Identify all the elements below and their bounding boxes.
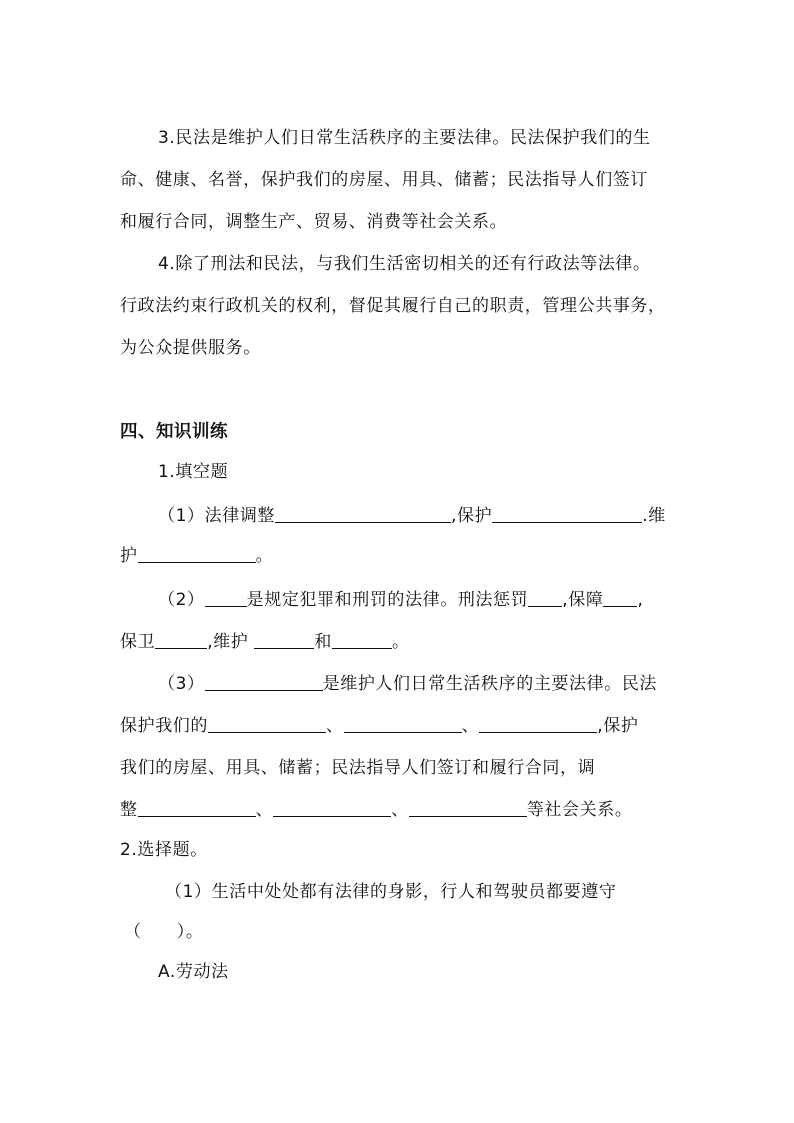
blank[interactable]	[332, 630, 392, 649]
choice-q1-line-1: （1）生活中处处都有法律的身影，行人和驾驶员都要遵守	[165, 882, 617, 902]
fill-q2-text-e: 保卫	[120, 632, 156, 652]
fill-q3-text-e: 、	[461, 716, 480, 736]
paragraph-4-line-1: 4.除了刑法和民法，与我们生活密切相关的还有行政法等法律。	[158, 254, 651, 274]
fill-q1-line-1	[158, 504, 666, 528]
fill-q2-line-2	[120, 630, 410, 654]
fill-q3-text-d: 、	[326, 716, 344, 736]
fill-q1-text-a: （1）法律调整	[158, 506, 276, 526]
fill-q1-text-e: 。	[255, 546, 274, 566]
blank[interactable]	[155, 630, 207, 649]
fill-q3-text-a: （3）	[158, 674, 205, 694]
fill-q3-text-f: ,保护	[597, 716, 639, 736]
fill-q3-line-2	[120, 714, 638, 738]
fill-q2-text-h: 。	[392, 632, 410, 652]
paragraph-3-line-2: 命、健康、名誉，保护我们的房屋、用具、储蓄；民法指导人们签订	[120, 170, 648, 190]
fill-q3-line-1	[158, 672, 657, 696]
fill-q2-text-d: ,	[637, 590, 644, 610]
choice-title: 2.选择题。	[120, 840, 208, 860]
choice-q1-line-2: （ ）。	[124, 922, 204, 942]
blank[interactable]	[275, 504, 451, 523]
blank[interactable]	[409, 798, 527, 817]
blank[interactable]	[208, 714, 326, 733]
fill-q1-line-2	[120, 544, 273, 568]
fill-q3-line-3: 我们的房屋、用具、储蓄；民法指导人们签订和履行合同，调	[120, 758, 596, 778]
blank[interactable]	[603, 588, 637, 607]
blank[interactable]	[138, 544, 256, 563]
choice-option-a[interactable]: A.劳动法	[158, 962, 229, 982]
blank[interactable]	[528, 588, 562, 607]
fill-q1-text-c: .维	[642, 506, 666, 526]
fill-q1-text-d: 护	[120, 546, 138, 566]
blank[interactable]	[273, 798, 391, 817]
paragraph-4-line-3: 为公众提供服务。	[120, 338, 261, 358]
fill-q2-text-c: ,保障	[562, 590, 604, 610]
blank[interactable]	[344, 714, 462, 733]
fill-q1-text-b: ,保护	[451, 506, 493, 526]
section-heading: 四、知识训练	[120, 422, 228, 442]
fill-q2-text-a: （2）	[158, 590, 205, 610]
fill-q3-text-c: 保护我们的	[120, 716, 208, 736]
blank[interactable]	[138, 798, 256, 817]
fill-q2-text-b: 是规定犯罪和刑罚的法律。刑法惩罚	[246, 590, 529, 610]
fill-q3-text-k: 等社会关系。	[526, 800, 633, 820]
blank[interactable]	[254, 630, 314, 649]
blank[interactable]	[492, 504, 642, 523]
paragraph-3-line-1: 3.民法是维护人们日常生活秩序的主要法律。民法保护我们的生	[158, 128, 651, 148]
fill-q3-text-i: 、	[255, 800, 274, 820]
blank[interactable]	[479, 714, 597, 733]
paragraph-3-line-3: 和履行合同，调整生产、贸易、消费等社会关系。	[120, 212, 508, 232]
fill-blank-title: 1.填空题	[158, 462, 229, 482]
fill-q3-text-j: 、	[391, 800, 409, 820]
fill-q2-line-1	[158, 588, 643, 612]
blank[interactable]	[205, 672, 323, 691]
fill-q2-text-g: 和	[314, 632, 333, 652]
fill-q2-text-f: ,维护	[207, 632, 255, 652]
fill-q3-text-h: 整	[120, 800, 138, 820]
paragraph-4-line-2: 行政法约束行政机关的权利，督促其履行自己的职责，管理公共事务，	[120, 296, 666, 316]
fill-q3-line-4	[120, 798, 632, 822]
blank[interactable]	[205, 588, 247, 607]
fill-q3-text-b: 是维护人们日常生活秩序的主要法律。民法	[322, 674, 658, 694]
